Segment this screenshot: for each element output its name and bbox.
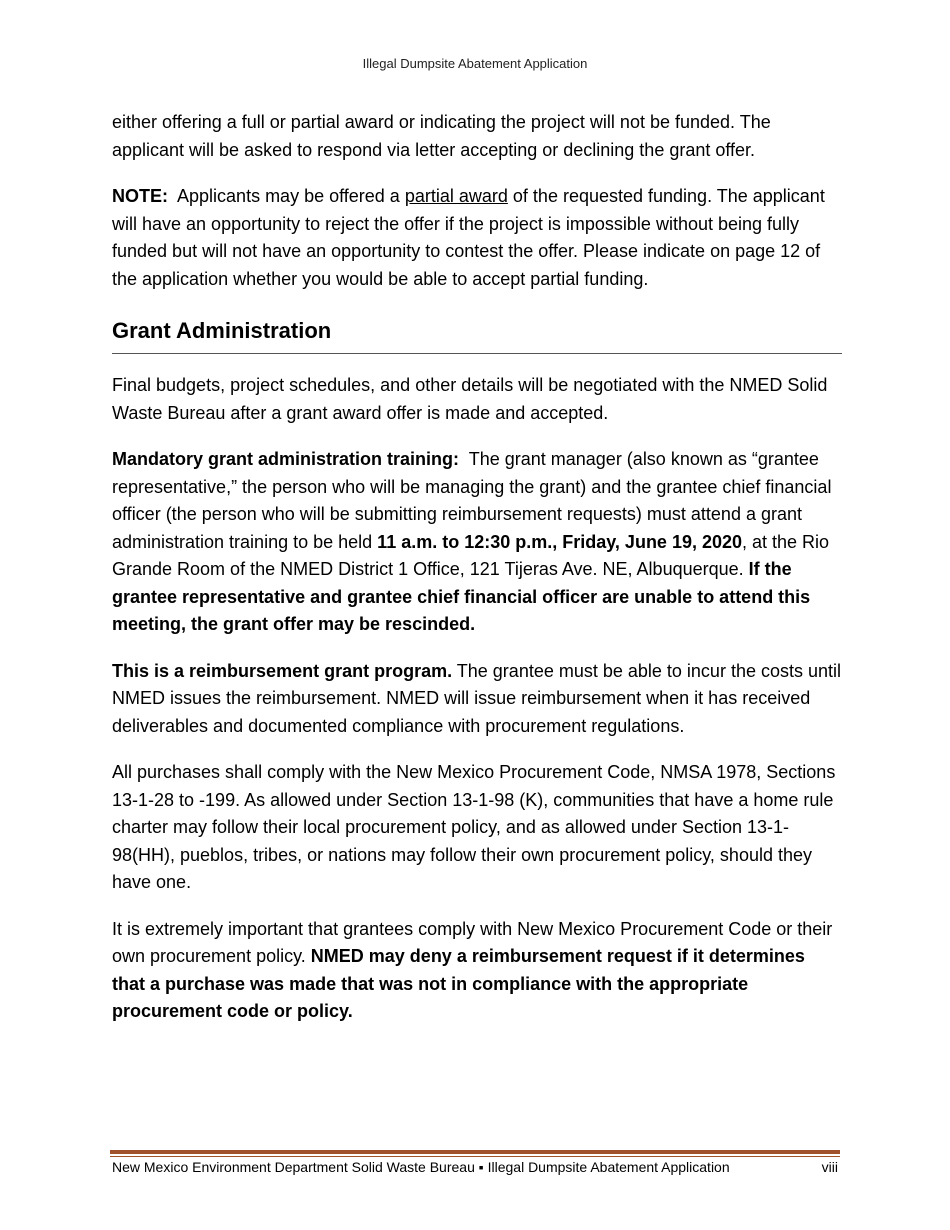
reimbursement-label: This is a reimbursement grant program. xyxy=(112,660,453,681)
document-body xyxy=(112,109,842,1045)
training-paragraph xyxy=(112,446,842,639)
note-paragraph xyxy=(112,183,842,293)
training-date: 11 a.m. to 12:30 p.m., Friday, June 19, 2020 xyxy=(377,531,743,552)
page-header: Illegal Dumpsite Abatement Application xyxy=(362,56,588,71)
page-footer xyxy=(112,1159,838,1175)
procurement-code-paragraph: All purchases shall comply with the New Mexico Procurement Code, NMSA 1978, Sections 13-1-28 to -199. As allowed under Section 13-1-98 (K), communities that have a home rule charter may follow their local procurement policy, and as allowed under Section 13-1-98(HH), pueblos, tribes, or nations may follow their own procurement policy, should they have one. xyxy=(112,762,836,892)
paragraph-award-offer: either offering a full or partial award or indicating the project will not be funded. The applicant will be asked to respond via letter accepting or declining the grant offer. xyxy=(112,112,771,160)
compliance-paragraph xyxy=(112,916,842,1026)
compliance-text: It is extremely important that grantees comply with New Mexico Procurement Code or their own procurement policy. xyxy=(112,918,833,966)
note-label: NOTE: xyxy=(112,186,168,206)
footer-text: New Mexico Environment Department Solid Waste Bureau ▪ Illegal Dumpsite Abatement Application xyxy=(112,1159,730,1175)
training-warning: If the grantee representative and grantee chief financial officer are unable to attend this meeting, the grant offer may be rescinded. xyxy=(112,559,811,634)
footer-rule xyxy=(110,1150,840,1154)
training-location: , at the Rio Grande Room of the NMED District 1 Office, 121 Tijeras Ave. NE, Albuquerque. xyxy=(112,531,830,579)
reimbursement-paragraph xyxy=(112,658,842,741)
page-number: viii xyxy=(821,1159,838,1175)
compliance-warning: NMED may deny a reimbursement request if it determines that a purchase was made that was not in compliance with the appropriate procurement code or policy. xyxy=(112,946,805,1021)
paragraph-final-budgets: Final budgets, project schedules, and other details will be negotiated with the NMED Solid Waste Bureau after a grant award offer is made and accepted. xyxy=(112,375,828,423)
partial-award-link: partial award xyxy=(404,186,508,206)
training-text: The grant manager (also known as “grantee representative,” the person who will be managing the grant) and the grantee chief financial officer (the person who will be submitting reimbursement requests) must attend a grant administration training to be held xyxy=(112,449,832,552)
note-text-pre: Applicants may be offered a xyxy=(177,186,400,206)
footer-rule-thin xyxy=(110,1156,840,1157)
reimbursement-text: The grantee must be able to incur the costs until NMED issues the reimbursement. NMED will issue reimbursement when it has received deliverables and documented compliance with procurement regulations. xyxy=(112,660,841,736)
section-title-grant-administration: Grant Administration xyxy=(112,317,842,354)
training-label: Mandatory grant administration training: xyxy=(112,449,460,469)
note-text-post: of the requested funding. The applicant will have an opportunity to reject the offer if the project is impossible without being fully funded but will not have an opportunity to contest the offer. Please indicate on page 12 of the application whether you would be able to accept partial funding. xyxy=(112,186,825,289)
